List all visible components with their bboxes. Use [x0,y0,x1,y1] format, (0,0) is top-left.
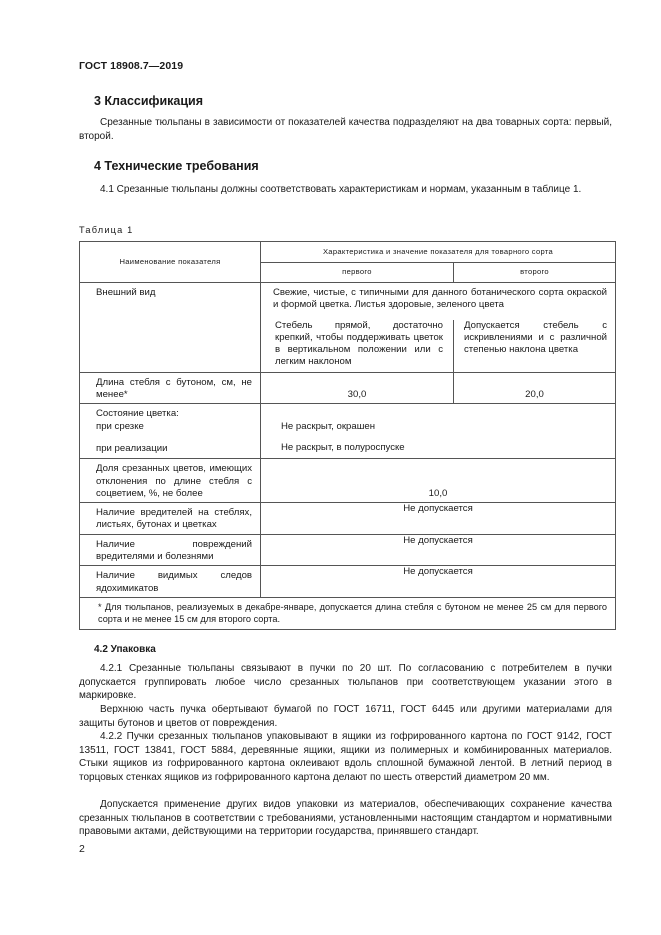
row-pests-label: Наличие вредителей на стеблях, листьях, бутонах и цветках [80,503,261,535]
row-deviation-label: Доля срезанных цветов, имеющих отклонения по длине стебля с соцветием, %, не более [80,459,261,503]
paragraph-other-packaging: Допускается применение других видов упаковки из материалов, обеспечивающих сохранение качества срезанных тюльпанов в соответствии с требованиями, установленными настоящим стандартом и нормативными правовыми актами, действующими на территории государства, принявшего стандарт. [79,799,612,838]
header-indicator: Наименование показателя [80,242,261,283]
row-appearance-values [261,283,616,373]
section-3-text: Срезанные тюльпаны в зависимости от показателей качества подразделяют на два товарных сорта: первый, второй. [79,117,612,142]
flower-state-val-sale: Не раскрыт, в полуроспуске [281,441,405,453]
stem-length-second: 20,0 [454,372,616,404]
header-characteristic-group: Характеристика и значение показателя для товарного сорта [261,242,616,263]
flower-state-title: Состояние цветка: [96,408,179,420]
paragraph-4-1: 4.1 Срезанные тюльпаны должны соответствовать характеристикам и нормам, указанным в таблице 1. [100,184,582,195]
damage-value: Не допускается [261,534,616,566]
row-stem-length-label: Длина стебля с бутоном, см, не менее* [80,372,261,404]
section-3-title: 3 Классификация [94,94,204,108]
deviation-value: 10,0 [261,459,616,503]
row-appearance-label: Внешний вид [80,283,261,373]
section-4-2-title: 4.2 Упаковка [94,644,156,655]
paragraph-4-2-2: 4.2.2 Пучки срезанных тюльпанов упаковывают в ящики из гофрированного картона по ГОСТ 9142, ГОСТ 13511, ГОСТ 13841, ГОСТ 5884, деревянные ящики, ящики из полимерных и комбинированных материалов. Стыки ящиков из гофрированного картона оклеивают вдоль сплошной бумажной лентой. В летний период в торцовых стенках ящиков из гофрированного картона делают по шесть отверстий диаметром 20 мм. [79,731,612,784]
row-flower-state-values [261,404,616,459]
flower-state-sub-cut: при срезке [96,420,144,432]
flower-state-sub-sale: при реализации [96,442,168,454]
paragraph-wrapping: Верхнюю часть пучка обертывают бумагой по ГОСТ 16711, ГОСТ 6445 или другими материалами для защиты бутонов и цветов от повреждения. [79,704,612,729]
page-number: 2 [79,843,85,855]
stem-length-first: 30,0 [261,372,454,404]
flower-state-val-cut: Не раскрыт, окрашен [281,421,376,433]
header-first-grade: первого [261,263,454,283]
appearance-first-grade: Стебель прямой, достаточно крепкий, чтобы поддерживать цветок в вертикальном положении или с легким наклоном [261,320,454,372]
appearance-second-grade: Допускается стебель с искривлениями и с различной степенью наклона цветка [464,319,608,356]
table-footnote: * Для тюльпанов, реализуемых в декабре-январе, допускается длина стебля с бутоном не менее 25 см для первого сорта и не менее 15 см для второго сорта. [80,597,616,629]
chemicals-value: Не допускается [261,566,616,598]
row-flower-state-label [80,404,261,459]
pests-value: Не допускается [261,503,616,535]
paragraph-4-2-1: 4.2.1 Срезанные тюльпаны связывают в пучки по 20 шт. По согласованию с потребителем в пучки допускается группировать любое число срезанных тюльпанов при соответствующем указании этого в маркировке. [79,663,612,702]
table-caption: Таблица 1 [79,225,134,235]
section-4-title: 4 Технические требования [94,159,259,173]
row-chemicals-label: Наличие видимых следов ядохимикатов [80,566,261,598]
appearance-common-text: Свежие, чистые, с типичными для данного ботанического сорта окраской и формой цветка. Листья здоровые, зеленого цвета [273,287,608,311]
row-damage-label: Наличие повреждений вредителями и болезнями [80,534,261,566]
header-second-grade: второго [454,263,616,283]
specification-table [79,241,616,630]
document-header: ГОСТ 18908.7—2019 [79,60,184,72]
